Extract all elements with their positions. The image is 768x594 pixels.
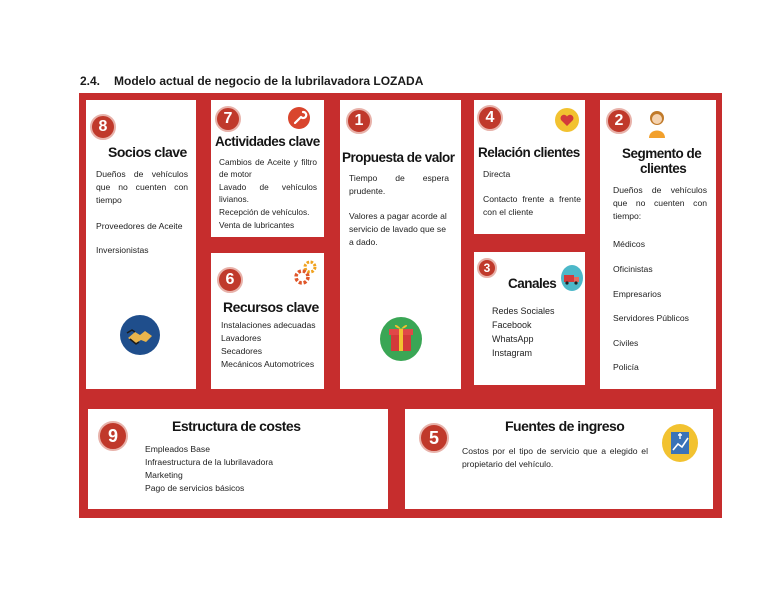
list-item: Médicos <box>613 239 645 249</box>
list-item: Recepción de vehículos. <box>219 207 310 217</box>
badge-number: 8 <box>90 114 116 140</box>
truck-icon <box>560 264 584 292</box>
box-title: Actividades clave <box>215 134 320 149</box>
section-title: Modelo actual de negocio de la lubrilavadora LOZADA <box>114 74 424 88</box>
box-title: Canales <box>508 276 557 291</box>
list-item: Dueños de vehículos que no cuenten con tiempo <box>96 169 188 205</box>
box-title: Fuentes de ingreso <box>505 418 625 434</box>
box-socios-clave <box>86 100 196 389</box>
list-item: Pago de servicios básicos <box>145 483 245 493</box>
section-heading <box>80 74 423 88</box>
box-relacion-clientes <box>474 100 585 234</box>
list-item: Directa <box>483 169 511 179</box>
badge-number: 1 <box>346 108 372 134</box>
box-canales <box>474 252 585 385</box>
list-item: Inversionistas <box>96 245 149 255</box>
box-title: Recursos clave <box>223 299 319 315</box>
box-title: Estructura de costes <box>172 418 301 434</box>
list-item: Instalaciones adecuadas <box>221 320 316 330</box>
handshake-icon <box>119 314 161 356</box>
list-item: Lavado de vehículos livianos. <box>219 182 317 204</box>
list-item: Instagram <box>492 348 533 358</box>
box-propuesta-valor <box>340 100 461 389</box>
list-item: Servidores Públicos <box>613 313 689 323</box>
box-actividades-clave <box>211 100 324 237</box>
badge-number: 9 <box>98 421 128 451</box>
list-item: Empresarios <box>613 289 662 299</box>
segment-intro: Dueños de vehículos que no cuenten con tiempo: <box>613 185 707 221</box>
badge-number: 4 <box>477 105 503 131</box>
income-text: Costos por el tipo de servicio que a elegido el propietario del vehículo. <box>462 446 648 469</box>
badge-number: 5 <box>419 423 449 453</box>
list-item: Secadores <box>221 346 263 356</box>
badge-number: 7 <box>215 106 241 132</box>
list-item: Oficinistas <box>613 264 653 274</box>
list-item: Mecánicos Automotrices <box>221 359 315 369</box>
list-item: Civiles <box>613 338 639 348</box>
box-segmento-clientes <box>600 100 716 389</box>
gift-icon <box>379 313 423 361</box>
list-item: Cambios de Aceite y filtro de motor <box>219 157 317 179</box>
badge-number: 2 <box>606 108 632 134</box>
list-item: Marketing <box>145 470 183 480</box>
list-item: Venta de lubricantes <box>219 220 295 230</box>
person-icon <box>646 108 668 138</box>
list-item: Redes Sociales <box>492 306 555 316</box>
list-item: Lavadores <box>221 333 262 343</box>
badge-number: 3 <box>477 258 497 278</box>
gears-icon <box>293 259 319 285</box>
wrench-icon <box>287 106 311 130</box>
list-item: Facebook <box>492 320 532 330</box>
list-item: Empleados Base <box>145 444 210 454</box>
box-title-line2: clientes <box>640 161 687 176</box>
list-item: Tiempo de espera prudente. <box>349 173 449 196</box>
list-item: Proveedores de Aceite <box>96 221 183 231</box>
box-title-line1: Segmento de <box>622 146 702 161</box>
box-fuentes-ingreso <box>405 409 713 509</box>
box-estructura-costes <box>88 409 388 509</box>
chart-icon <box>661 423 699 463</box>
list-item: Infraestructura de la lubrilavadora <box>145 457 274 467</box>
box-recursos-clave <box>211 253 324 389</box>
list-item: Contacto frente a frente con el cliente <box>483 194 581 217</box>
list-item: WhatsApp <box>492 334 534 344</box>
list-item: Policía <box>613 362 639 372</box>
heart-icon <box>554 107 580 133</box>
box-title: Socios clave <box>108 144 187 160</box>
box-title: Propuesta de valor <box>342 150 455 165</box>
badge-number: 6 <box>217 267 243 293</box>
box-title: Relación clientes <box>478 145 580 160</box>
section-number: 2.4. <box>80 74 101 88</box>
list-item: Valores a pagar acorde al servicio de lavado que se a dado. <box>349 211 447 247</box>
